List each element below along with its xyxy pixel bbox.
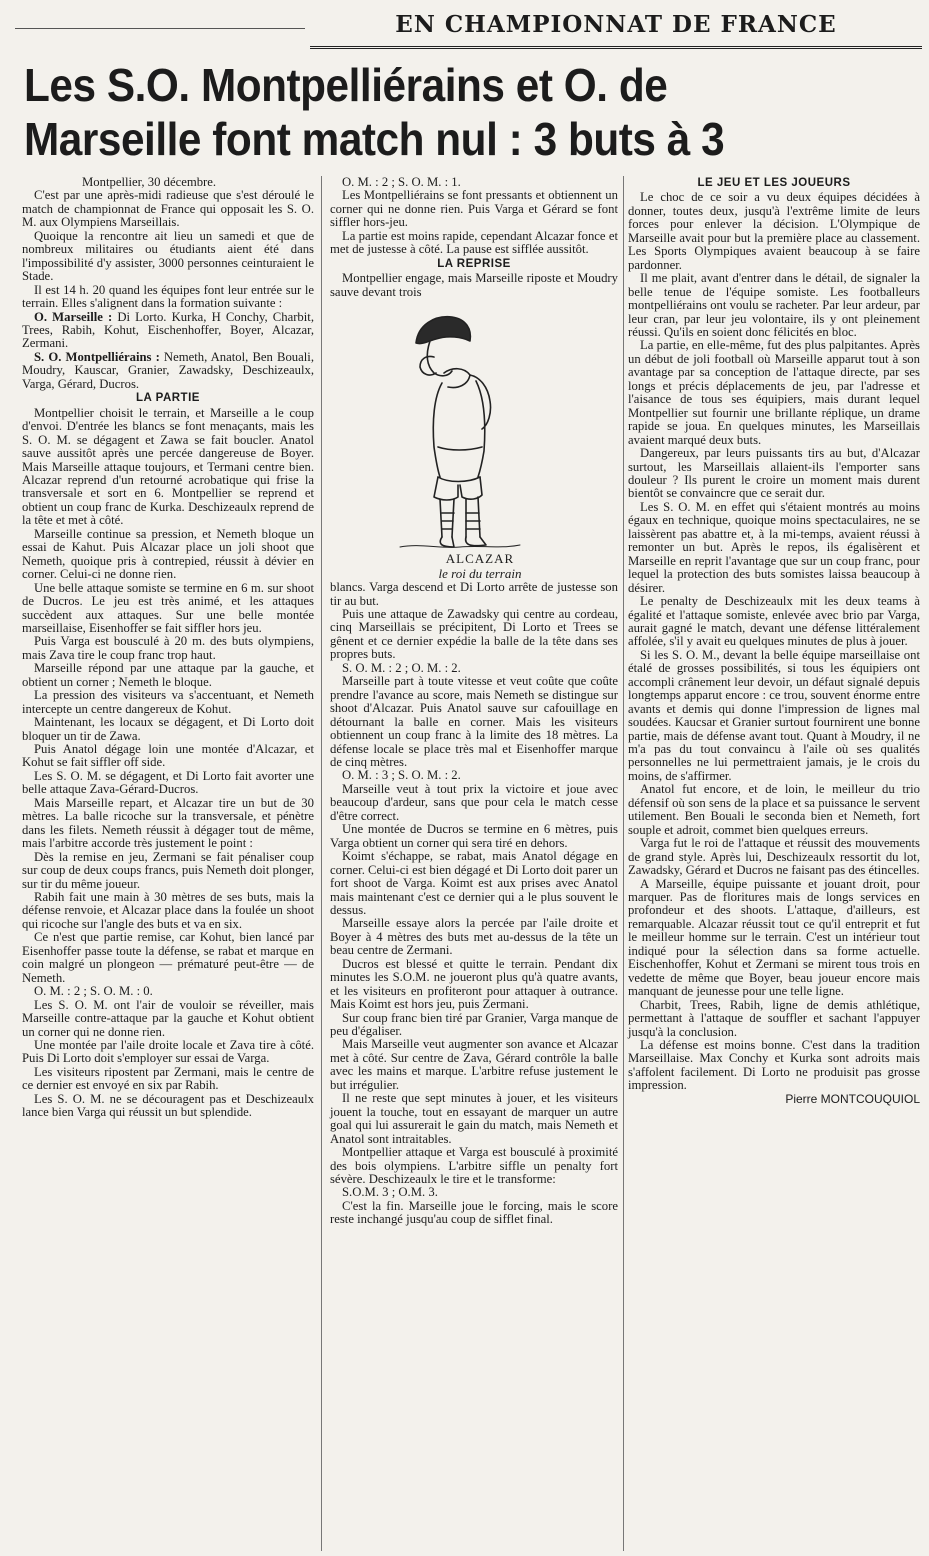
illustration-caption <box>330 551 618 566</box>
paragraph: C'est la fin. Marseille joue le forcing, mais le score reste inchangé jusqu'au coup de sifflet final. <box>330 1198 618 1227</box>
column-divider-1 <box>321 176 322 1551</box>
paragraph: Les S. O. M. en effet qui s'étaient montrés au moins égaux en technique, quoique moins spectaculaires, ne se laissèrent pas abattre et, à la mi-temps, avaient réussi à remonter un but. Après le repos, ils égalisèrent et Marseille en reprit l'avantage que sur un coup franc, pour lequel la protection des buts somistes laissa beaucoup à désirer. <box>628 499 920 595</box>
team-name: S. O. Montpelliérains : <box>34 349 160 364</box>
paragraph: Les visiteurs ripostent par Zermani, mais le centre de ce dernier est envoyé en six par Rabih. <box>22 1064 314 1093</box>
paragraph: Rabih fait une main à 30 mètres de ses buts, mais la défense renvoie, et Alcazar place dans la foulée un shoot qui ricoche sur l'angle des buts et va en six. <box>22 890 314 931</box>
paragraph: Les S. O. M. ne se découragent pas et Deschizeaulx lance bien Varga qui réussit un but splendide. <box>22 1091 314 1120</box>
paragraph: La partie, en elle-même, fut des plus palpitantes. Après un début de joli football où Marseille apparut tout à son avantage par sa conception de l'attaque directe, par ses longs et précis déplacements de jeu, par l'adresse et l'aisance de tous ses équipiers, mais durant lequel Montpellier sut fournir une brillante réplique, un drame rapide se joua. En quelques minutes, les Marseillais avaient marqué deux buts. <box>628 338 920 447</box>
paragraph: Les Montpelliérains se font pressants et obtiennent un corner qui ne donne rien. Puis Varga et Gérard se font siffler hors-jeu. <box>330 188 618 230</box>
paragraph: Il me plait, avant d'entrer dans le détail, de signaler la belle tenue de l'équipe somiste. Les footballeurs montpelliérains ont voulu se racheter. Par leur ardeur, par leur cran, par leur jeu volontaire, ils y ont pleinement réussi. Qu'ils en soient donc félicités en bloc. <box>628 271 920 339</box>
column-2 <box>330 176 618 1227</box>
lineup-montpellier <box>22 351 314 391</box>
team-players: Nemeth, Anatol, Ben Bouali, Moudry, Kauscar, Granier, Zawadsky, Deschizeaulx, Varga, Gérard, Ducros. <box>22 349 314 391</box>
paragraph: Une montée de Ducros se termine en 6 mètres, puis Varga obtient un corner qui sera tiré en dehors. <box>330 822 618 850</box>
subheading-la-partie: LA PARTIE <box>136 392 200 405</box>
author-signature: Pierre MONTCOUQUIOL <box>785 1091 920 1106</box>
paragraph: Marseille essaye alors la percée par l'aile droite et Boyer à 4 mètres des buts met au-dessus de la tête un beau centre de Zermani. <box>330 916 618 958</box>
top-rule <box>15 28 305 29</box>
paragraph: Puis une attaque de Zawadsky qui centre au cordeau, cinq Marseillais se précipitent, Di Lorto et Trees se gênent et ce dernier expédie la balle de la tête dans ses propres buts. <box>330 606 618 662</box>
paragraph: blancs. Varga descend et Di Lorto arrête de justesse son tir au but. <box>330 580 618 608</box>
paragraph: Dès la remise en jeu, Zermani se fait pénaliser coup sur coup de deux coups francs, puis Nemeth doit plonger, sur tir du même joueur. <box>22 849 314 891</box>
score-line: O. M. : 3 ; S. O. M. : 2. <box>342 768 461 783</box>
paragraph: C'est par une après-midi radieuse que s'est déroulé le match de championnat de France qui opposait les S. O. M. aux Olympiens Marseillais. <box>22 188 314 230</box>
subheading-le-jeu: LE JEU ET LES JOUEURS <box>697 177 851 189</box>
score-line: O. M. : 2 ; S. O. M. : 0. <box>34 984 153 999</box>
score-line: O. M. : 2 ; S. O. M. : 1. <box>342 175 461 189</box>
paragraph: Mais Marseille repart, et Alcazar tire un but de 30 mètres. La balle ricoche sur la transversale, et pénètre dans les filets. Nemeth réussit à dégager tout de même, mais l'arbitre accorde très justement le point : <box>22 795 314 851</box>
paragraph: La défense est moins bonne. C'est dans la tradition Marseillaise. Max Conchy et Kurka sont adroits mais s'affolent facilement. Di Lorto ne produisit pas grosse impression. <box>628 1038 920 1093</box>
paragraph: Puis Anatol dégage loin une montée d'Alcazar, et Kohut se fait siffler off side. <box>22 742 314 770</box>
caricature-drawing <box>330 301 618 551</box>
paragraph: Ducros est blessé et quitte le terrain. Pendant dix minutes les S.O.M. ne joueront plus qu'à quatre avants, et les visiteurs en profiteront pour attaquer à outrance. Mais Koimt est hors jeu, puis Zermani. <box>330 956 618 1012</box>
paragraph: Charbit, Trees, Rabih, ligne de demis athlétique, permettant à l'attaque de souffler et sachant l'appuyer jusqu'à la conclusion. <box>628 997 920 1039</box>
paragraph: Puis Varga est bousculé à 20 m. des buts olympiens, mais Zava tire le coup franc trop haut. <box>22 634 314 662</box>
paragraph: Anatol fut encore, et de loin, le meilleur du trio défensif où son sens de la place et sa puissance le servent utilement. Ben Bouali le seconda bien et Nemeth, fort souple et adroit, commet bien quelques erreurs. <box>628 782 920 837</box>
paragraph: Montpellier attaque et Varga est bousculé à proximité des bois olympiens. L'arbitre siffle un penalty fort sévère. Deschizeaulx le tire et le transforme: <box>330 1145 618 1187</box>
paragraph: Il est 14 h. 20 quand les équipes font leur entrée sur le terrain. Elles s'alignent dans la formation suivante : <box>22 282 314 311</box>
lineup-marseille <box>22 311 314 351</box>
paragraph: Montpellier choisit le terrain, et Marseille a le coup d'envoi. D'entrée les blancs se font menaçants, mais les S. O. M. se dégagent et Zawa se fait boucler. Anatol sauve aussitôt après une percée dangereuse de Boyer. Mais Marseille attaque toujours, et Termani centre bien. Alcazar reprend d'un retourné acrobatique qui frise la transversale et sort en 6. Montpellier se reprend et obtient un coup franc de Kurka. Deschizeaulx reprend de la tête et met à côté. <box>22 405 314 528</box>
paragraph: Maintenant, les locaux se dégagent, et Di Lorto doit bloquer un tir de Zawa. <box>22 715 314 743</box>
paragraph: A Marseille, équipe puissante et jouant droit, pour marquer. Pas de floritures mais de longs services en profondeur et des shoots. L'attaque, d'ailleurs, est remarquable. Alcazar réussit tout ce qu'il entreprit et fut le meilleur homme sur le terrain. C'est un intérieur tout indiqué pour la sélection dans sa forme actuelle. Eischenhoffer, Kohut et Zermani se mirent tous trois en vedette de même que Boyer, beau joueur encore mais manquant de jeunesse pour une telle ligne. <box>628 876 920 999</box>
paragraph: Sur coup franc bien tiré par Granier, Varga manque de peu d'égaliser. <box>330 1010 618 1039</box>
paragraph: Koimt s'échappe, se rabat, mais Anatol dégage en corner. Celui-ci est bien dégagé et Di Lorto doit parer un fort shoot de Varga. Koimt est aux prises avec Anatol mais maintenant c'est ce dernier qui a le plus souvent le dessus. <box>330 849 618 917</box>
paragraph: Les S. O. M. ont l'air de vouloir se réveiller, mais Marseille contre-attaque par la gauche et Kohut obtient un corner qui ne donne rien. <box>22 997 314 1039</box>
paragraph: Une belle attaque somiste se termine en 6 m. sur shoot de Ducros. Le jeu est très animé, et les attaques succèdent aux attaques. Sur une belle montée marseillaise, Eisenhoffer se fait siffler hors jeu. <box>22 580 314 635</box>
paragraph: La partie est moins rapide, cependant Alcazar fonce et met de justesse à côté. La pause est sifflée aussitôt. <box>330 228 618 257</box>
dateline: Montpellier, 30 décembre. <box>82 175 217 189</box>
column-1 <box>22 176 314 1120</box>
paragraph: Le penalty de Deschizeaulx mit les deux teams à égalité et l'attaque somiste, enlevée avec brio par Varga, aurait gagné le match, devant une défense littéralement affolée, s'il y avait eu quelques minutes de plus à jouer. <box>628 594 920 649</box>
paragraph: Ce n'est que partie remise, car Kohut, bien lancé par Eisenhoffer passe toute la défense, se rabat et marque en coin malgré un plongeon — prématuré peut-être — de Nemeth. <box>22 930 314 985</box>
paragraph: Si les S. O. M., devant la belle équipe marseillaise ont étalé de grosses possibilités, si tous les équipiers ont accompli crânement leur devoir, un défaut signalé depuis longtemps apparut encore : ce trou, souvent énorme entre avants et demis qui donne l'impression de lignes mal soudées. Kaucsar et Granier surtout fournirent une bonne partie, mais de défense avant tout. Quant à Moudry, il ne m'a pas du tout convaincu à l'aile où ses qualités personnelles ne lui permettraient jamais, je le crois du moins, de s'affirmer. <box>628 647 920 783</box>
column-3 <box>628 176 920 1106</box>
paragraph: Le choc de ce soir a vu deux équipes décidées à donner, toutes deux, jusqu'à l'extrême limite de leurs forces pour enlever la décision. L'Olympique de Marseille avait pour but la première place au classement. Les Sports Olympiques avaient beaucoup à se faire pardonner. <box>628 190 920 272</box>
paragraph: Mais Marseille veut augmenter son avance et Alcazar met à côté. Sur centre de Zava, Gérard contrôle la balle avec les mains et marque. L'arbitre refuse justement le but irrégulier. <box>330 1037 618 1092</box>
paragraph: Quoique la rencontre ait lieu un samedi et que de nombreux militaires ou étudiants aient été dans l'impossibilité d'y assister, 3000 personnes ceinturaient le Stade. <box>22 228 314 284</box>
paragraph: Il ne reste que sept minutes à jouer, et les visiteurs jouent la touche, tout en essayant de marquer un autre goal qui lui assurerait le gain du match, mais Nemeth et Anatol sont intraitables. <box>330 1091 618 1146</box>
section-kicker: EN CHAMPIONNAT DE FRANCE <box>310 10 922 49</box>
paragraph: Marseille part à toute vitesse et veut coûte que coûte prendre l'avance au score, mais Nemeth se distingue sur shoot d'Alcazar. Puis Anatol sauve sur cafouillage en détournant la balle en corner. Mais les visiteurs obtiennent un coup franc à la limite des 18 mètres. La défense locale se place très mal et Eisenhoffer marque de cinq mètres. <box>330 674 618 769</box>
team-name: O. Marseille : <box>34 309 113 324</box>
paragraph: Montpellier engage, mais Marseille riposte et Moudry sauve devant trois <box>330 271 618 299</box>
headline: Les S.O. Montpelliérains et O. de Marseille font match nul : 3 buts à 3 <box>24 59 725 165</box>
caricature-illustration <box>330 301 618 551</box>
column-divider-2 <box>623 176 624 1551</box>
paragraph: Marseille répond par une attaque par la gauche, et obtient un corner ; Nemeth le bloque. <box>22 661 314 689</box>
score-line: S.O.M. 3 ; O.M. 3. <box>342 1185 438 1200</box>
paragraph: Dangereux, par leurs puissants tirs au but, d'Alcazar surtout, les Marseillais allaient-ils l'emporter sans douleur ? Ils purent le croire un moment mais durent bientôt se convaincre que ce serait dur. <box>628 446 920 501</box>
paragraph: Une montée par l'aile droite locale et Zava tire à côté. Puis Di Lorto doit s'employer sur essai de Varga. <box>22 1038 314 1066</box>
paragraph: La pression des visiteurs va s'accentuant, et Nemeth intercepte un centre dangereux de Kohut. <box>22 688 314 716</box>
score-line: S. O. M. : 2 ; O. M. : 2. <box>342 660 461 675</box>
paragraph: Les S. O. M. se dégagent, et Di Lorto fait avorter une belle attaque Zava-Gérard-Ducros. <box>22 768 314 797</box>
caption-name: ALCAZAR <box>445 551 515 567</box>
paragraph: Marseille continue sa pression, et Nemeth bloque un essai de Kahut. Puis Alcazar place un joli shoot que Nemeth, quoique pris à contrepied, réussit à dévier en corner. Celui-ci ne donne rien. <box>22 526 314 582</box>
subheading-la-reprise: LA REPRISE <box>437 257 511 270</box>
paragraph: Marseille veut à tout prix la victoire et joue avec beaucoup d'ardeur, sans que pour cela le match cesse d'être correct. <box>330 781 618 823</box>
paragraph: Varga fut le roi de l'attaque et réussit des mouvements de grand style. Après lui, Deschizeaulx ressortit du lot, Zawadsky, Gérard et Ducros ne faisant pas des étincelles. <box>628 836 920 878</box>
team-players: Di Lorto. Kurka, H Conchy, Charbit, Trees, Rabih, Kohut, Eischenhoffer, Boyer, Alcazar, Zermani. <box>22 309 314 351</box>
illustration-subcaption: le roi du terrain <box>438 566 522 582</box>
